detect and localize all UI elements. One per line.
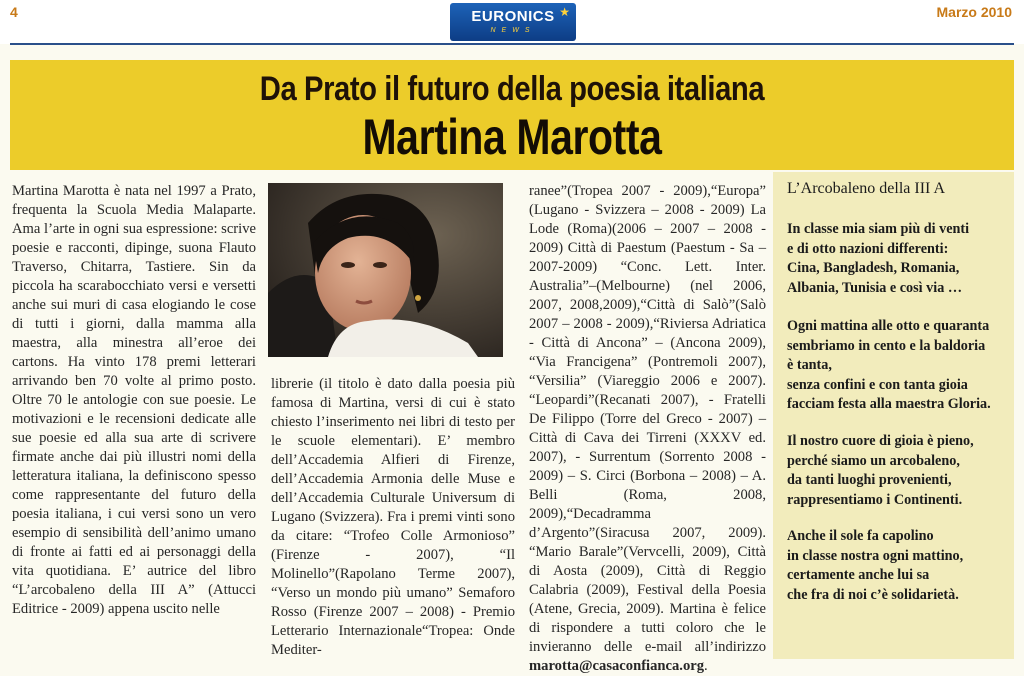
headline: Da Prato il futuro della poesia italiana xyxy=(259,70,765,108)
poem-stanza-2 xyxy=(787,317,1012,415)
logo-text: EURONICS xyxy=(471,8,555,25)
poem-line: perché siamo un arcobaleno, xyxy=(787,452,960,469)
poem-line: è tanta, xyxy=(787,357,832,374)
contact-email[interactable]: marotta@casaconfianca.org xyxy=(529,658,705,674)
article-column-1 xyxy=(12,182,256,619)
poem-line: senza confini e con tanta gioia xyxy=(787,376,968,393)
poem-stanza-1 xyxy=(787,220,1012,298)
page-number: 4 xyxy=(10,4,18,20)
poem-line: facciam festa alla maestra Gloria. xyxy=(787,396,991,413)
poem-line: e di otto nazioni differenti: xyxy=(787,240,949,257)
poem-line: sembriamo in cento e la baldoria xyxy=(787,337,986,354)
logo-subtext: NEWS xyxy=(490,27,536,34)
poem-line: Cina, Bangladesh, Romania, xyxy=(787,260,960,277)
email-suffix: . xyxy=(704,658,708,674)
poem-line: in classe nostra ogni mattino, xyxy=(787,547,964,564)
poem-line: Anche il sole fa capolino xyxy=(787,528,934,544)
poem-line: Albania, Tunisia e così via … xyxy=(787,279,963,296)
euronics-logo xyxy=(450,3,576,41)
poem-stanza-4 xyxy=(787,527,1012,605)
article-text-1: Martina Marotta è nata nel 1997 a Prato, frequenta la Scuola Media Malaparte. Ama l’arte in ogni sua espressione: scrive poesie e racconti, dipinge, suona Flauto Traverso, Chitarra, Tastiere. Sin da piccola ha scarabocchiato versi e versetti anche sui muri di casa elogiando le cose di tutti i giorni, dalla mamma alla maestra, alla minestra all’eroe dei cartons. Ha vinto 178 premi letterari arrivando ben 70 volte al primo posto. Oltre 70 le antologie con sue poesie. Le motivazioni e le recensioni dedicate alle sue poesie ed alla sua arte di scrivere firmate anche dai più illustri nomi della letteratura italiana, la definiscono spesso come rappresentante del futuro della poesia italiana, i cui versi sono un vero esempio di sensibilità dell’animo umano di fronte ai fatti ed ai personaggi della vita quotidiana. E’ autrice del libro “L’arcobaleno della III A” (Attucci Editrice - 2009) appena uscito nelle xyxy=(12,183,256,617)
star-icon: ★ xyxy=(559,5,570,19)
issue-date: Marzo 2010 xyxy=(936,4,1012,20)
article-column-2 xyxy=(271,375,515,660)
subject-name: Martina Marotta xyxy=(362,109,662,165)
poem-line: Ogni mattina alle otto e quaranta xyxy=(787,318,990,334)
article-text-3: ranee”(Tropea 2007 - 2009),“Europa” (Lugano - Svizzera – 2008 - 2009) La Lode (Roma)(2006 – 2007 – 2008 - 2009) Città di Paestum (Paestum - Sa –2007-2009) “Conc. Lett. Inter. Australia”–(Melbourne) (nel 2006, 2007, 2008,2009),“Città di Salò”(Salò 2007 – 2008 - 2009),“Riviersa Adriatica - Città di Ancona” – (Ancona 2009), “Via Francigena” (Pontremoli 2007), “Versilia” (Viareggio 2006 e 2007). “Leopardi”(Recanati 2007), - Fratelli De Filippo (Torre del Greco - 2007) – Città di Cava dei Tirreni (XXXV ed. 2007), - Surrentum (Sorrento 2008 - 2009) – S. Circi (Borbona – 2008) – A. Belli (Roma, 2008, 2009),“Decadramma d’Argento”(Siracusa 2007, 2009). “Mario Barale”(Vervcelli, 2009), Città di Aosta (2009), Città di Reggio Calabria (2009), Festival della Poesia (Atene, Grecia, 2009). Martina è felice di rispondere a tutti coloro che le invieranno delle e-mail all’indirizzo xyxy=(529,183,766,655)
headline-banner xyxy=(10,60,1014,170)
portrait-image xyxy=(268,183,503,357)
header-divider xyxy=(10,43,1014,45)
poem-line: che fra di noi c’è solidarietà. xyxy=(787,586,959,603)
poem-line: certamente anche lui sa xyxy=(787,567,930,584)
poem-stanza-3 xyxy=(787,432,1012,510)
portrait-photo xyxy=(268,183,503,357)
page-header xyxy=(0,0,1024,44)
article-column-3 xyxy=(529,182,766,676)
poem-line: In classe mia siam più di venti xyxy=(787,221,970,237)
poem-title: L’Arcobaleno della III A xyxy=(787,180,946,197)
poem-sidebar xyxy=(773,172,1014,659)
article-text-2: librerie (il titolo è dato dalla poesia più famosa di Martina, versi di cui è stato chiesto l’inserimento nei libri di testo per le scuole elementari). E’ membro dell’Accademia Alfieri di Firenze, dell’Accademia Armonia delle Muse e dell’Accademia Culturale Universum di Lugano (Svizzera). Fra i premi vinti sono da citare: “Trofeo Colle Armonioso” (Firenze - 2007), “Il Molinello”(Rapolano Terme 2007), “Verso un mondo più umano” Semaforo Rosso (Firenze 2007 – 2008) - Premio Letterario Internazionale“Tropea: Onde Mediter- xyxy=(271,376,515,658)
poem-line: rappresentiamo i Continenti. xyxy=(787,491,963,508)
poem-line: Il nostro cuore di gioia è pieno, xyxy=(787,433,974,449)
poem-line: da tanti luoghi provenienti, xyxy=(787,472,952,489)
